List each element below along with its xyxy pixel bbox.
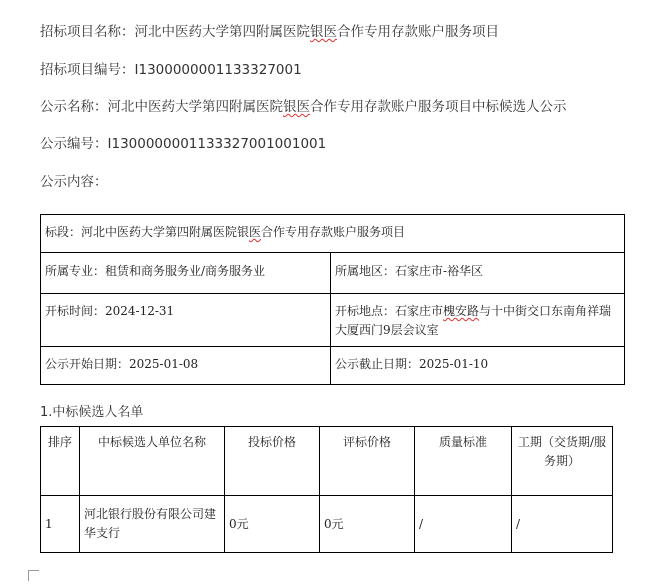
notice-name-squiggle: 银医 xyxy=(283,99,310,115)
location-label: 开标地点： xyxy=(335,304,396,318)
notice-content-label: 公示内容： xyxy=(40,174,108,190)
project-code-value: I1300000001133327001 xyxy=(134,62,302,78)
project-code-line xyxy=(40,58,302,78)
project-name-line xyxy=(40,20,499,40)
cell-period: / xyxy=(512,496,613,553)
region-cell: 所属地区：石家庄市-裕华区 xyxy=(331,253,625,294)
info-row-dates xyxy=(41,347,625,385)
end-date-cell: 公示截止日期：2025-01-10 xyxy=(331,347,625,385)
start-date-cell: 公示开始日期：2025-01-08 xyxy=(41,347,331,385)
page-corner-mark xyxy=(28,570,39,581)
notice-name-suffix: 合作专用存款账户服务项目中标候选人公示 xyxy=(310,99,567,115)
header-company: 中标候选人单位名称 xyxy=(80,427,225,496)
info-table xyxy=(40,214,625,385)
project-name-squiggle: 银医 xyxy=(310,24,337,40)
cell-company: 河北银行股份有限公司建华支行 xyxy=(80,496,225,553)
location-prefix: 石家庄市 xyxy=(395,304,444,318)
project-code-label: 招标项目编号： xyxy=(40,62,135,78)
notice-code-label: 公示编号： xyxy=(40,136,108,152)
project-name-suffix: 合作专用存款账户服务项目 xyxy=(337,24,499,40)
notice-name-label: 公示名称： xyxy=(40,99,108,115)
candidates-header-row xyxy=(41,427,613,496)
section-squiggle: 医 xyxy=(249,225,262,239)
info-row-open xyxy=(41,294,625,347)
header-period: 工期（交货期/服务期） xyxy=(512,427,613,496)
notice-name-line xyxy=(40,95,567,115)
section-suffix: 合作专用存款账户服务项目 xyxy=(261,225,406,239)
candidates-table xyxy=(40,426,613,553)
cell-quality: / xyxy=(415,496,512,553)
notice-code-value: I1300000001133327001001001 xyxy=(107,136,327,152)
cell-rank: 1 xyxy=(41,496,80,553)
info-row-section xyxy=(41,215,625,253)
location-cell xyxy=(331,294,625,347)
cell-bid-price: 0元 xyxy=(225,496,320,553)
section-cell xyxy=(41,215,625,253)
header-quality: 质量标准 xyxy=(415,427,512,496)
open-time-cell: 开标时间：2024-12-31 xyxy=(41,294,331,347)
section-prefix: 标段：河北中医药大学第四附属医院银 xyxy=(45,225,250,239)
location-suffix: 与十中街交口东南角祥瑞大厦西门9层会议室 xyxy=(335,304,612,337)
candidates-section-title: 1.中标候选人名单 xyxy=(40,405,144,420)
specialty-cell: 所属专业：租赁和商务服务业/商务服务业 xyxy=(41,253,331,294)
cell-eval-price: 0元 xyxy=(320,496,415,553)
notice-name-prefix: 河北中医药大学第四附属医院 xyxy=(107,99,283,115)
header-bid-price: 投标价格 xyxy=(225,427,320,496)
project-name-prefix: 河北中医药大学第四附属医院 xyxy=(134,24,310,40)
notice-code-line xyxy=(40,132,326,152)
table-row xyxy=(41,496,613,553)
info-row-specialty xyxy=(41,253,625,294)
location-squiggle: 槐安路 xyxy=(443,304,480,318)
header-rank: 排序 xyxy=(41,427,80,496)
project-name-label: 招标项目名称： xyxy=(40,24,135,40)
header-eval-price: 评标价格 xyxy=(320,427,415,496)
